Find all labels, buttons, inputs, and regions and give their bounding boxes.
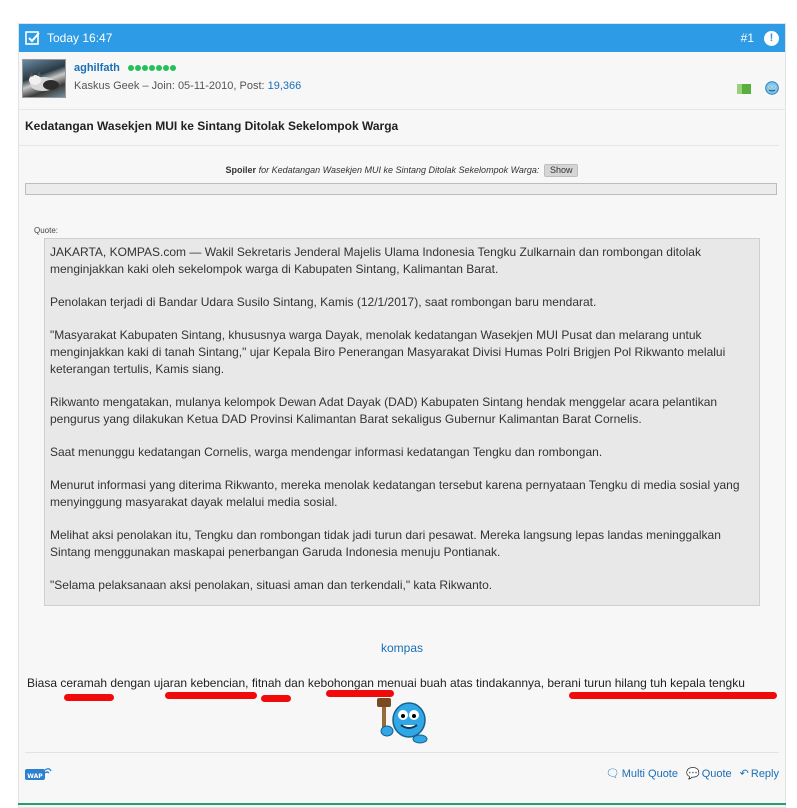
quote-paragraph: Melihat aksi penolakan itu, Tengku dan rombongan tidak jadi turun dari pesawat. Mereka langsung lepas landas meninggalkan Sintang menggunakan maskapai penerbangan Garuda Indonesia menuju Pontianak. [50,528,721,559]
post-date: Today 16:47 [47,31,113,45]
avatar-cat-image [23,60,66,98]
multi-quote-button[interactable] [606,767,678,780]
post-footer [25,752,779,797]
user-comment: Biasa ceramah dengan ujaran kebencian, fitnah dan kebohongan menuai buah atas tindakannya, berani turun hilang tuh kepala tengku [27,676,745,690]
username-link[interactable]: aghilfath [74,62,120,74]
quote-label: Quote: [34,226,59,235]
post-count-link[interactable]: 19,366 [267,80,302,92]
spoiler-show-button[interactable]: Show [544,164,579,177]
quote-paragraph: JAKARTA, KOMPAS.com — Wakil Sekretaris Jenderal Majelis Ulama Indonesia Tengku Zulkarnain dan rombongan ditolak menginjakkan kaki oleh sekelompok warga di Kabupaten Sintang, Kalimantan Barat. [50,245,701,276]
post-container [18,23,786,808]
quote-label[interactable]: Quote [701,767,732,780]
source-link-text[interactable]: kompas [380,641,424,655]
multi-quote-label[interactable]: Multi Quote [621,767,678,780]
quote-box [44,238,760,606]
hammer-emoticon-icon [375,695,431,745]
speech-bubble-icon: 💬 [685,768,700,780]
quote-paragraph: Penolakan terjadi di Bandar Udara Susilo Sintang, Kamis (12/1/2017), saat rombongan baru mendarat. [50,295,597,309]
quote-button[interactable] [686,767,732,780]
spoiler-content-box [25,183,777,195]
reply-button[interactable] [740,767,779,780]
user-meta [74,80,301,92]
quote-paragraph: Saat menunggu kedatangan Cornelis, warga mendengar informasi kedatangan Tengku dan rombongan. [50,445,603,459]
red-scribble [261,695,291,702]
wap-icon[interactable] [25,767,52,780]
thread-title-bar [19,110,779,146]
smiley-face-icon[interactable] [765,81,779,95]
quote-paragraph: "Masyarakat Kabupaten Sintang, khususnya warga Dayak, menolak kedatangan Wasekjen MUI Pusat dan melarang untuk menginjakkan kaki di tanah Sintang," ujar Kepala Biro Penerangan Masyarakat Divisi Humas Polri Brigjen Pol Rikwanto melalui keterangan tertulis, Kamis siang. [50,328,726,376]
reputation-dots [128,65,177,71]
quote-paragraph: Menurut informasi yang diterima Rikwanto, mereka menolak kedatangan tersebut karena pernyataan Tengku di media sosial yang menyinggung masyarakat dayak melalui media sosial. [50,478,740,509]
bottom-divider [18,803,786,805]
checkbox-icon[interactable] [25,30,41,46]
report-icon[interactable]: ! [764,31,779,46]
post-actions [606,767,779,780]
reply-arrow-icon: ↶ [739,768,749,780]
post-header [19,24,785,52]
spoiler-for: for [258,165,270,175]
gift-icon[interactable] [737,82,751,94]
user-info-bar [19,52,785,110]
post-number-link[interactable]: #1 [740,31,754,45]
red-scribble [165,692,257,699]
avatar[interactable] [22,59,66,98]
spoiler-label: Spoiler [225,165,257,175]
multi-quote-icon: 🗨 [605,768,620,780]
red-scribble [64,694,114,701]
reply-label[interactable]: Reply [750,767,779,780]
quote-paragraph: Rikwanto mengatakan, mulanya kelompok Dewan Adat Dayak (DAD) Kabupaten Sintang hendak menggelar acara pelantikan pengurus yang dilakukan Ketua DAD Provinsi Kalimantan Barat sekaligus Gubernur Kalimantan Barat Cornelis. [50,395,718,426]
quote-paragraph: "Selama pelaksanaan aksi penolakan, situasi aman dan terkendali," kata Rikwanto. [50,578,493,592]
spoiler-header [19,164,785,177]
username-row [74,62,177,74]
spoiler-title: Kedatangan Wasekjen MUI ke Sintang Ditolak Sekelompok Warga: [271,165,540,175]
wap-label: WAP [27,773,43,780]
thread-title: Kedatangan Wasekjen MUI ke Sintang Ditolak Sekelompok Warga [25,119,399,133]
user-rank-join: Kaskus Geek – Join: 05-11-2010, Post: [74,80,265,92]
red-scribble [569,692,777,699]
source-link[interactable] [19,641,785,655]
